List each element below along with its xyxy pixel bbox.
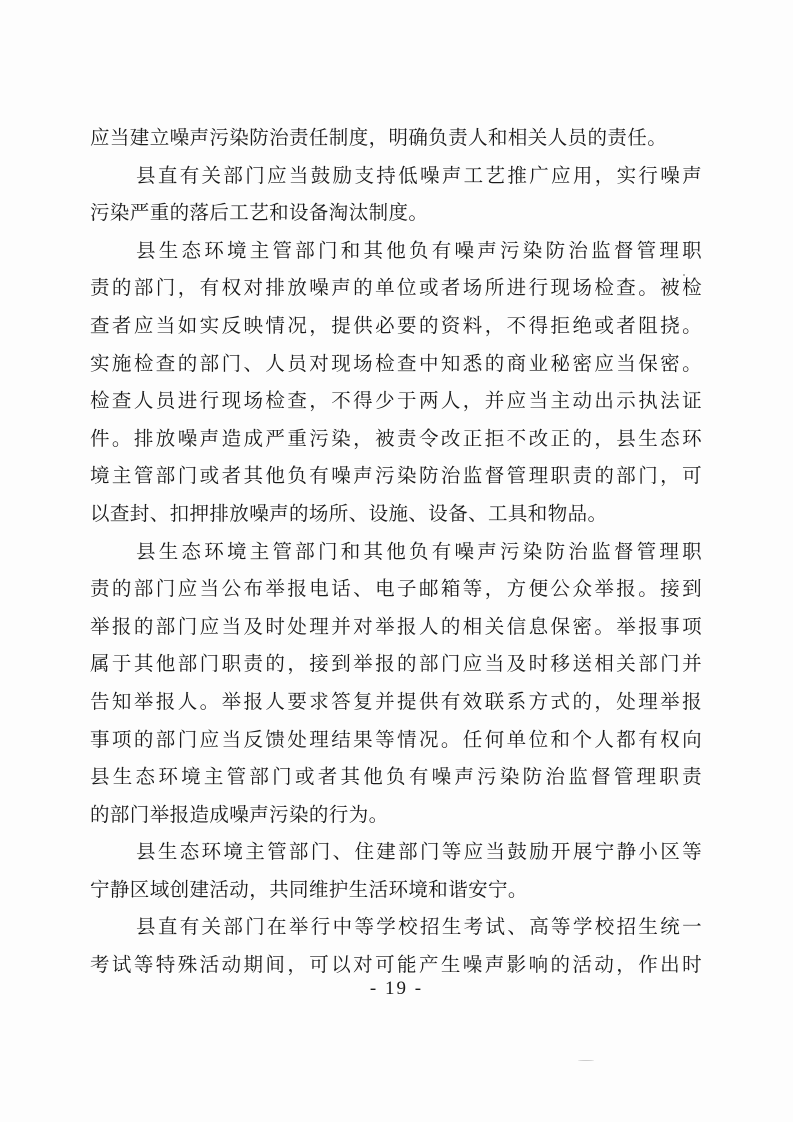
page-number: - 19 -	[369, 978, 424, 999]
text-line: 责的部门应当公布举报电话、电子邮箱等，方便公众举报。接到	[90, 577, 702, 601]
text-line: 的部门举报造成噪声污染的行为。	[90, 802, 389, 826]
text-line: 事项的部门应当反馈处理结果等情况。任何单位和个人都有权向	[90, 727, 702, 751]
text-line: 境主管部门或者其他负有噪声污染防治监督管理职责的部门，可	[90, 464, 702, 488]
body-text	[90, 119, 702, 984]
text-line: 县直有关部门应当鼓励支持低噪声工艺推广应用，实行噪声	[136, 163, 702, 187]
text-line: 污染严重的落后工艺和设备淘汰制度。	[90, 201, 429, 225]
text-line: 县生态环境主管部门和其他负有噪声污染防治监督管理职	[136, 539, 702, 563]
text-line: 属于其他部门职责的，接到举报的部门应当及时移送相关部门并	[90, 652, 702, 676]
text-line: 件。排放噪声造成严重污染，被责令改正拒不改正的，县生态环	[90, 426, 702, 450]
text-line: 告知举报人。举报人要求答复并提供有效联系方式的，处理举报	[90, 689, 702, 713]
text-line: 实施检查的部门、人员对现场检查中知悉的商业秘密应当保密。	[90, 351, 702, 375]
text-line: 以查封、扣押排放噪声的场所、设施、设备、工具和物品。	[90, 501, 608, 525]
text-line: 责的部门，有权对排放噪声的单位或者场所进行现场检查。被检	[90, 276, 702, 300]
text-line: 查者应当如实反映情况，提供必要的资料，不得拒绝或者阻挠。	[90, 313, 702, 337]
text-line: 县生态环境主管部门、住建部门等应当鼓励开展宁静小区等	[136, 840, 702, 864]
text-line: 县生态环境主管部门或者其他负有噪声污染防治监督管理职责	[90, 765, 702, 789]
text-line: 考试等特殊活动期间，可以对可能产生噪声影响的活动，作出时	[90, 953, 702, 977]
text-line: 县直有关部门在举行中等学校招生考试、高等学校招生统一	[136, 915, 702, 939]
text-line: 检查人员进行现场检查，不得少于两人，并应当主动出示执法证	[90, 389, 702, 413]
scan-speck	[578, 1060, 594, 1061]
text-line: 举报的部门应当及时处理并对举报人的相关信息保密。举报事项	[90, 614, 702, 638]
text-line: 宁静区域创建活动，共同维护生活环境和谐安宁。	[90, 877, 528, 901]
scan-speck	[683, 274, 685, 276]
text-line: 应当建立噪声污染防治责任制度，明确负责人和相关人员的责任。	[90, 126, 668, 149]
text-line: 县生态环境主管部门和其他负有噪声污染防治监督管理职	[136, 238, 702, 262]
